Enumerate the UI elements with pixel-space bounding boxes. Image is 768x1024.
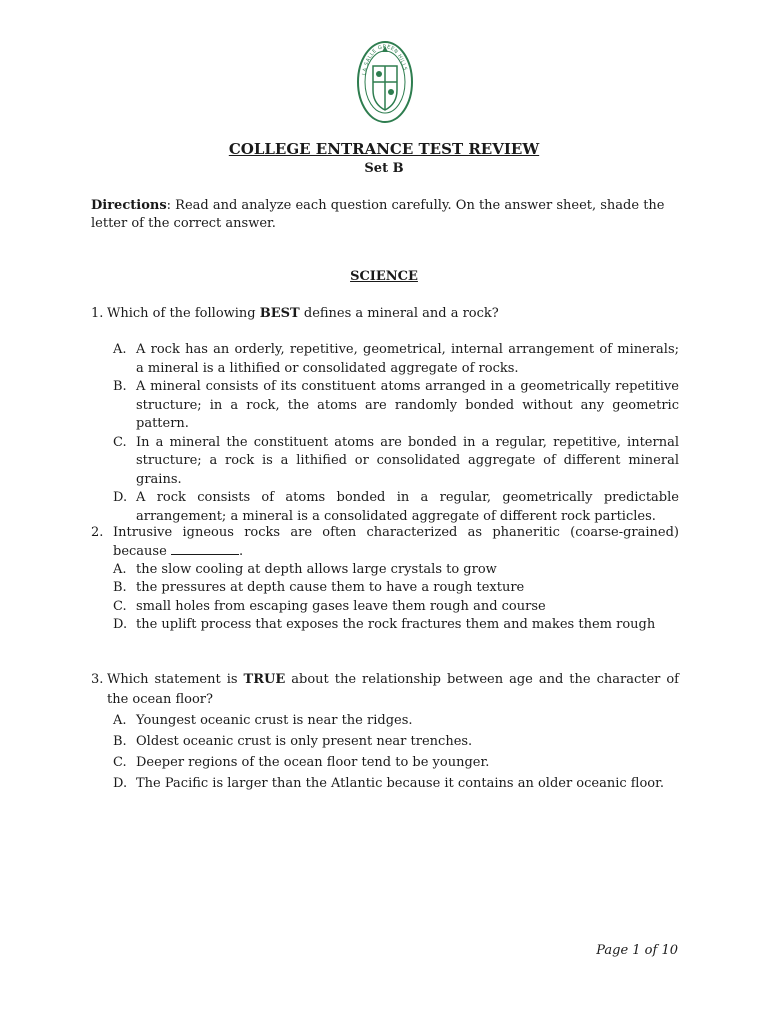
question-1 <box>91 305 679 526</box>
option-b[interactable]: B. A mineral consists of its constituent atoms arranged in a geometrically repetitive structure; in a rock, the atoms are randomly bonded without any geometric pattern. <box>113 379 679 431</box>
svg-text:LA SALLE GREEN HILLS: LA SALLE GREEN HILLS <box>361 43 408 76</box>
option-d[interactable]: D. A rock consists of atoms bonded in a regular, geometrically predictable arrangement; a mineral is a consolidated aggregate of different rock particles. <box>113 490 679 524</box>
question-text: Which statement is TRUE about the relationship between age and the character of the ocean floor? <box>107 672 679 707</box>
question-number: 3. <box>91 672 104 687</box>
directions-paragraph <box>91 197 679 233</box>
option-d[interactable]: D. the uplift process that exposes the rock fractures them and makes them rough <box>113 616 656 632</box>
option-a[interactable]: A. A rock has an orderly, repetitive, geometrical, internal arrangement of minerals; a mineral is a lithified or consolidated aggregate of rocks. <box>113 342 679 376</box>
option-c[interactable]: C. Deeper regions of the ocean floor tend to be younger. <box>113 755 490 770</box>
school-crest-icon <box>355 40 415 124</box>
option-b[interactable]: B. the pressures at depth cause them to have a rough texture <box>113 580 525 596</box>
page-number: Page 1 of 10 <box>596 943 678 958</box>
option-a[interactable]: A. Youngest oceanic crust is near the ridges. <box>113 713 413 728</box>
option-c[interactable]: C. In a mineral the constituent atoms are bonded in a regular, repetitive, internal structure; a rock is a lithified or consolidated aggregate of different mineral grains. <box>113 434 679 487</box>
answer-blank <box>171 542 239 555</box>
question-number: 2. <box>91 525 104 540</box>
section-title: SCIENCE <box>350 269 418 284</box>
question-2 <box>91 524 679 634</box>
option-list <box>91 561 679 634</box>
option-b[interactable]: B. Oldest oceanic crust is only present near trenches. <box>113 734 473 749</box>
document-subtitle: Set B <box>364 161 404 176</box>
question-text: Which of the following BEST defines a mineral and a rock? <box>107 306 499 321</box>
option-a[interactable]: A. the slow cooling at depth allows large crystals to grow <box>113 562 497 577</box>
option-list <box>91 341 679 526</box>
option-list <box>91 710 679 794</box>
option-d[interactable]: D. The Pacific is larger than the Atlantic because it contains an older oceanic floor. <box>113 776 665 791</box>
question-text: Intrusive igneous rocks are often characterized as phaneritic (coarse-grained) because . <box>113 525 679 559</box>
question-number: 1. <box>91 306 104 321</box>
question-3 <box>91 670 679 794</box>
option-c[interactable]: C. small holes from escaping gases leave them rough and course <box>113 598 546 614</box>
directions-text: : Read and analyze each question carefully. On the answer sheet, shade the letter of the correct answer. <box>91 198 665 231</box>
directions-label: Directions <box>91 198 167 213</box>
document-title: COLLEGE ENTRANCE TEST REVIEW <box>228 140 540 158</box>
